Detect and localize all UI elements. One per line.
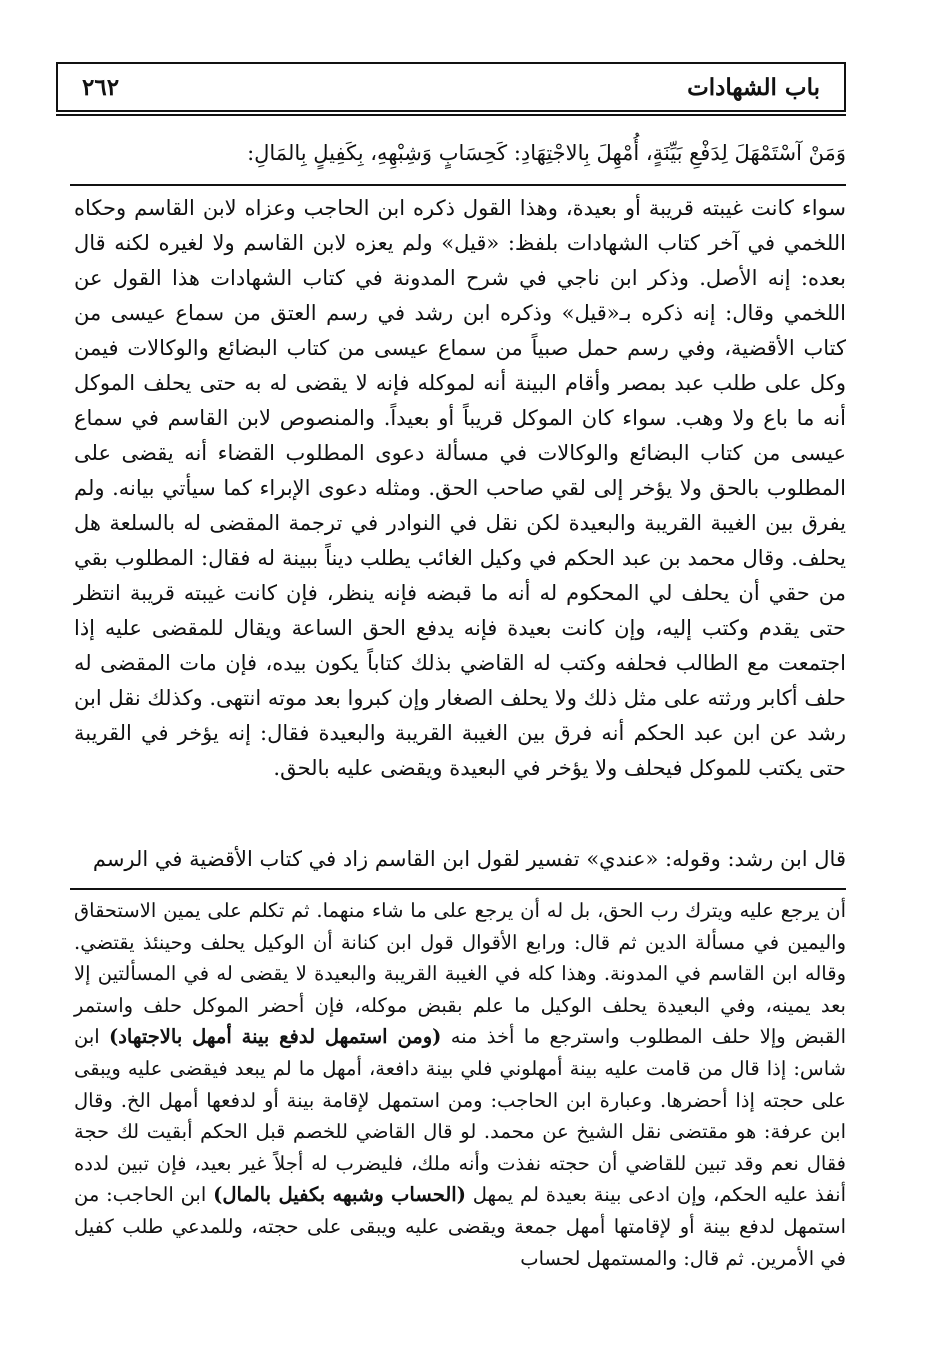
commentary-text: سواء كانت غيبته قريبة أو بعيدة، وهذا القول ذكره ابن الحاجب وعزاه لابن القاسم وحكاه اللخمي في آخر كتاب الشهادات بلفظ: «قيل» ولم يعزه لابن القاسم ولا لغيره لكنه قال بعده: إنه الأصل. وذكر ابن ناجي في شرح المدونة في كتاب الشهادات هذا القول عن اللخمي وقال: إنه ذكره بـ«قيل» وذكره ابن رشد في رسم العتق من سماع عيسى من كتاب الأقضية، وفي رسم حمل صبياً من سماع عيسى من كتاب البضائع والوكالات فيمن وكل على طلب عبد بمصر وأقام البينة أنه لموكله فإنه لا يقضى له به حتى يحلف الموكل أنه ما باع ولا وهب. سواء كان الموكل قريباً أو بعيداً. والمنصوص لابن القاسم في سماع عيسى من كتاب البضائع والوكالات في مسألة دعوى المطلوب القضاء أنه يقضى على المطلوب بالحق ولا يؤخر إلى لقي صاحب الحق. ومثله دعوى الإبراء كما سيأتي بيانه. ولم يفرق بين الغيبة القريبة والبعيدة لكن نقل في النوادر في ترجمة المقضى له بالسلعة هل يحلف. وقال محمد بن عبد الحكم في وكيل الغائب يطلب ديناً ببينة له فقال: المطلوب بقي من حقي أن يحلف لي المحكوم له أنه ما قبضه فإنه ينظر، فإن كانت غيبته قريبة انتظر حتى يقدم وكتب إليه، وإن كانت بعيدة فإنه يدفع الحق الساعة ويقال للمقضى عليه إذا اجتمعت مع الطالب فحلفه وكتب له القاضي بذلك كتاباً يكون بيده، فإن مات المقضى له حلف أكابر ورثته على مثل ذلك ولا يحلف الصغار وإن كبروا بعد موته انتهى. وكذلك نقل ابن رشد عن ابن عبد الحكم أنه فرق بين الغيبة القريبة والبعيدة فقال: إنه يؤخر في القريبة حتى يكتب للموكل فيحلف ولا يؤخر في البعيدة ويقضى عليه بالحق.	[74, 196, 847, 780]
header-underline	[56, 114, 846, 116]
footnote-divider	[70, 888, 846, 890]
commentary-continuation: قال ابن رشد: وقوله: «عندي» تفسير لقول ابن القاسم زاد في كتاب الأقضية في الرسم	[92, 847, 846, 871]
footnote-bold-quote-1: (ومن استمهل لدفع بينة أمهل بالاجتهاد)	[108, 1025, 442, 1049]
page-number: ٢٦٢	[82, 74, 120, 101]
footnote-text	[74, 895, 846, 1274]
page-header	[56, 62, 846, 112]
footnote-part-1: أن يرجع عليه ويترك رب الحق، بل له أن يرجع على ما شاء منهما. ثم تكلم على يمين الاستحقاق واليمين في مسألة الدين ثم قال: ورابع الأقوال قول ابن كنانة أن الوكيل يحلف وحينئذ يقتضي. وقاله ابن القاسم في المدونة. وهذا كله في الغيبة القريبة والبعيدة لا يقضى له في المسألتين إلا بعد يمينه، وفي البعيدة يحلف الوكيل ما علم بقبض موكله، فإن أحضر الموكل حلف واستمر القبض وإلا حلف المطلوب واسترجع ما أخذ منه	[74, 899, 846, 1049]
chapter-title: باب الشهادات	[687, 74, 820, 101]
footnote-part-2: ابن شاس: إذا قال من قامت عليه بينة أمهلوني فلي بينة دافعة، أمهل ما لم يبعد فيقضى عليه ويبقى على حجته إذا أحضرها. وعبارة ابن الحاجب: ومن استمهل لإقامة بينة أو لدفعها أمهل الخ. وقال ابن عرفة: هو مقتضى نقل الشيخ عن محمد. لو قال القاضي للخصم قبل الحكم أبقيت لك حجة فقال نعم وقد تبين للقاضي أن حجته نفذت وأنه ملك، فليضرب له أجلاً غير بعيد، فإن تبين لدده أنفذ عليه الحكم، وإن ادعى بينة بعيدة لم يمهل	[74, 1025, 847, 1207]
matn-divider	[70, 184, 846, 186]
footnote-part-3: ابن الحاجب: من استمهل لدفع بينة أو لإقامتها أمهل جمعة ويقضى عليه ويبقى على حجته، وللمدعي طلب كفيل في الأمرين. ثم قال: والمستمهل لحساب	[74, 1183, 846, 1270]
matn-text: وَمَنْ آسْتَمْهَلَ لِدَفْعِ بَيِّنَةٍ، أُمْهِلَ بِالاجْتِهَادِ: كَحِسَابٍ وَشِبْهِهِ، بِكَفِيلٍ بِالمَالِ:	[247, 141, 846, 165]
footnote-bold-quote-2: (الحساب وشبهه بكفيل بالمال)	[213, 1183, 466, 1207]
